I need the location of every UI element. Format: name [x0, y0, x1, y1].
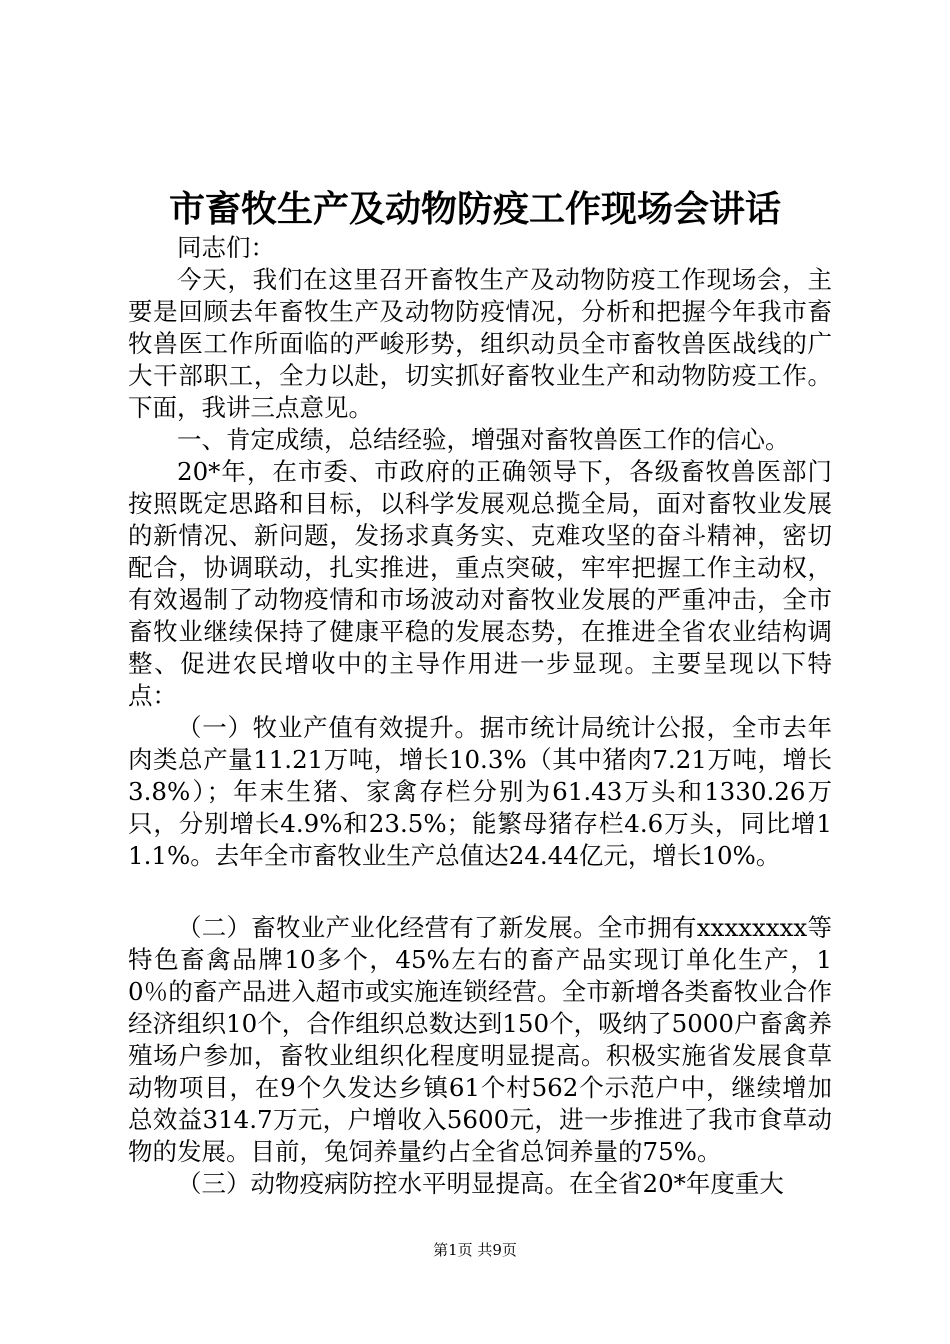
section-heading-1: 一、肯定成绩，总结经验，增强对畜牧兽医工作的信心。 [177, 425, 790, 454]
document-body [128, 232, 832, 1200]
paragraph-intro: 今天，我们在这里召开畜牧生产及动物防疫工作现场会，主要是回顾去年畜牧生产及动物防疫情况，分析和把握今年我市畜牧兽医工作所面临的严峻形势，组织动员全市畜牧兽医战线的广大干部职工，全力以赴，切实抓好畜牧业生产和动物防疫工作。下面，我讲三点意见。 [128, 265, 832, 422]
page-number-footer: 第1页 共9页 [433, 1241, 517, 1259]
paragraph-spacer [128, 872, 832, 912]
paragraph-point-1: （一）牧业产值有效提升。据市统计局统计公报，全市去年肉类总产量11.21万吨，增长10.3%（其中猪肉7.21万吨，增长3.8%）；年末生猪、家禽存栏分别为61.43万头和1330.26万只，分别增长4.9%和23.5%；能繁母猪存栏4.6万头，同比增11.1%。去年全市畜牧业生产总值达24.44亿元，增长10%。 [128, 713, 832, 870]
paragraph-overview: 20*年，在市委、市政府的正确领导下，各级畜牧兽医部门按照既定思路和目标，以科学发展观总揽全局，面对畜牧业发展的新情况、新问题，发扬求真务实、克难攻坚的奋斗精神，密切配合，协调联动，扎实推进，重点突破，牢牢把握工作主动权，有效遏制了动物疫情和市场波动对畜牧业发展的严重冲击，全市畜牧业继续保持了健康平稳的发展态势，在推进全省农业结构调整、促进农民增收中的主导作用进一步显现。主要呈现以下特点： [128, 457, 832, 710]
paragraph-point-2: （二）畜牧业产业化经营有了新发展。全市拥有xxxxxxxx等特色畜禽品牌10多个，45%左右的畜产品实现订单化生产，10％的畜产品进入超市或实施连锁经营。全市新增各类畜牧业合作经济组织10个，合作组织总数达到150个，吸纳了5000户畜禽养殖场户参加，畜牧业组织化程度明显提高。积极实施省发展食草动物项目，在9个久发达乡镇61个村562个示范户中，继续增加总效益314.7万元，户增收入5600元，进一步推进了我市食草动物的发展。目前，兔饲养量约占全省总饲养量的75%。 [128, 913, 832, 1166]
document-title: 市畜牧生产及动物防疫工作现场会讲话 [168, 188, 781, 230]
greeting-line: 同志们： [177, 233, 275, 262]
paragraph-point-3: （三）动物疫病防控水平明显提高。在全省20*年度重大 [177, 1169, 784, 1198]
